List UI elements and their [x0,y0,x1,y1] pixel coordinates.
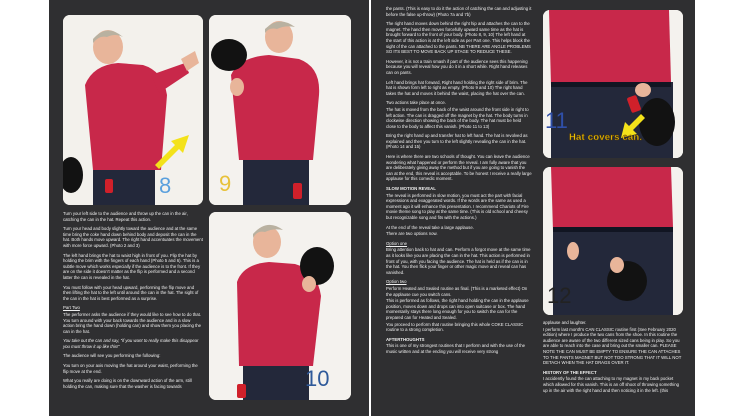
photo-8-figure [63,15,203,205]
left-para: You take out the can and say, "if you want to really make this disappear you must throw it up like this!" [63,338,199,349]
right-para: the pants. (This is easy to do it the action of catching the can and adjusting it before the false up-throw) (Photo 7a and 7b) [386,6,532,17]
photo-11 [543,10,683,158]
option-one-heading: Option one [386,240,408,246]
right-col-para: I perform last month's CAN CLASSIC routine first (See February 2020 edition) where I produce the two cans from the shoe. In this routine the audience are aware of the two different sized cans being in play. So you are able to reach into the case and bring out the smaller can. PLEASE NOTE THE CAN MUST BE EMPTY TO ENSURE THE CAN ATTACHES TO THE PANTS MAGNET BUT NOT TOO STRONG THAT IT WILL NOT DETACH WHEN THE HAT DRAGS OVER IT. [543,326,682,366]
left-para: You must follow with your head upward, performing the flip move and then lifting the hat to the left until around the can in the hat. The sight of the can in the hat is best performed as a surprise. [63,284,199,301]
right-para: Bring the right hand up and transfer hat to left hand. The hat is revolved as explained and then you turn to the left slightly revealing the can in the hat. (Photo 14 and 15) [386,133,528,150]
left-para: Turn your left side to the audience and throw up the can in the air, catching the can in the hat. Repeat this action. [63,211,188,222]
left-subheading: Part Two [63,305,80,311]
left-page [49,0,369,416]
left-para: What you really are doing is on the downward action of the arm, still holding the can, making sure that the washer is facing towards [63,378,192,389]
right-para: At the end of the reveal take a large applause. [386,224,474,230]
slow-motion-heading: SLOW MOTION REVEAL [386,186,436,192]
history-heading: HISTORY OF THE EFFECT [543,369,597,375]
right-para: Perform Heated and Sealed routine as final. (This is a marketed effect) On the applause cue you switch cans. [386,285,528,297]
right-para: The hat is moved from the back of the waist around the front side in right to left action. The can is dragged off the magnet by the hat. The body turns in clockwise direction showing the back of the body. The hat must be held close to the body to affect this vanish. (Photo 11 to 13) [386,106,529,129]
right-para: The right hand moves down behind the right hip and attaches the can to the magnet. The hand then moves forcefully upward same time as the hat is brought forward to the front of your body. (Photo 8, 9, 10) The left hand at the start of this action is at the left side as per Part one. This helps block the sight of the can attached to the pants. NB THERE ARE ANGLE PROBLEMS SO ITS BEST TO MOVE BACK UP STAGE TO REDUCE THESE. [386,21,531,55]
left-para: The left hand brings the hat to waist high in front of you. Flip the hat by holding the brim with the fingers of each hand (Photo 5 and 6). This is a subtle move which works especially if the audience is to the front. If they are on the side it doesn't matter as the flip is performed and a second latter the can is revealed in the hat. [63,252,201,280]
photo-8 [63,15,203,205]
photo-12-number: 12 [547,283,572,308]
photo-11-number: 11 [545,108,568,133]
right-lower-text-column [543,320,683,397]
photo-8-number: 8 [159,173,172,198]
photo-10-figure [209,212,351,400]
right-para: This is one of my strongest routines that I perform and with the use of the music written and at the ending you will receive very strong [386,343,526,354]
afterthoughts-heading: AFTERTHOUGHTS [386,336,425,342]
photo-9-number: 9 [219,171,232,196]
right-para: This is performed as follows, the right hand holding the can in the applause position, moves down and drops can into open suitcase or box. The hand momentarily stays there long enough for you to switch the can for the prepared can for Heated and Sealed. [386,298,529,320]
left-para: The performer asks the audience if they would like to see how to do that. You turn around with your back towards the audience and in a slow action bring the hand down (holding can) and show them you placing the can in the hat. [63,311,202,334]
right-para: Left hand brings hat forward, Right hand holding the right side of brim. The hat is shown form left to right as empty. (Photo 9 and 10) The right hand takes the hat and moves it behind the waist, placing the hat over the can. [386,79,528,96]
left-para: You turn on your axis moving the hat around your waist, performing the flip move at the end. [63,363,198,374]
right-text-column [386,6,532,358]
photo-10 [209,212,351,400]
photo-10-number: 10 [305,366,330,391]
left-para: The audience will see you performing the following: [63,353,161,359]
photo-12 [543,167,683,315]
left-para: Turn your head and body slightly toward the audience and at the same time bring the coke hand down behind body and deposit the can in the hat. Both hands move upward. The right hand accentuates the movement with more force upward. (Photo 2 and 3) [63,226,203,248]
right-para: You proceed to perform that routine bringing this whole COKE CLASSIC routine to a strong completion. [386,321,524,333]
right-page [371,0,695,416]
left-text-column [63,211,203,393]
photo-9 [209,15,351,205]
right-col-para: applause and laughter. [543,320,587,325]
right-para: However, it is not a train smash if part of the audience sees this happening because you will reveal how you do it in a short while. Right hand releases can on pants. [386,58,528,75]
right-para: Here is where there are two schools of thought. You can leave the audience wondering what happened or perform the reveal. I am fully aware that you are deliberately giving away the method but if you are going to vanish the can at the end, this reveal is acceptable. To be honest I receive a really large applause for this comedic moment. [386,154,532,182]
right-para: Bring attention back to hat and can. Perform a forgot move at the same time as it looks like you are placing the can in the hat. This action is performed in front of you, with you facing the audience. The hat is held as if the can is in the hat. You then flick your finger or other magic move and reveal can has vanished. [386,247,531,275]
right-para: There are two options now. [386,231,438,237]
right-para: Two actions take place at once. [386,100,446,106]
hat-covers-can-callout: Hat covers can. [569,132,643,143]
right-col-para: I accidently found the can attaching to my magnet in my back pocket which allowed for this vanish. This is an off shoot of throwing something up in the air with the right hand and then noticing it in the left. (this [543,376,679,393]
option-two-heading: Option two [386,279,407,285]
right-para: The reveal is performed in slow motion, you must act the part with facial expressions and exaggerated words. If the words are the same as used a moment ago it will enhance this presentation. I recommend Chariots of Fire movie theme song to play at the same time. (This is old school and cheesy but recognizable song and fits with the actions.) [386,192,529,220]
